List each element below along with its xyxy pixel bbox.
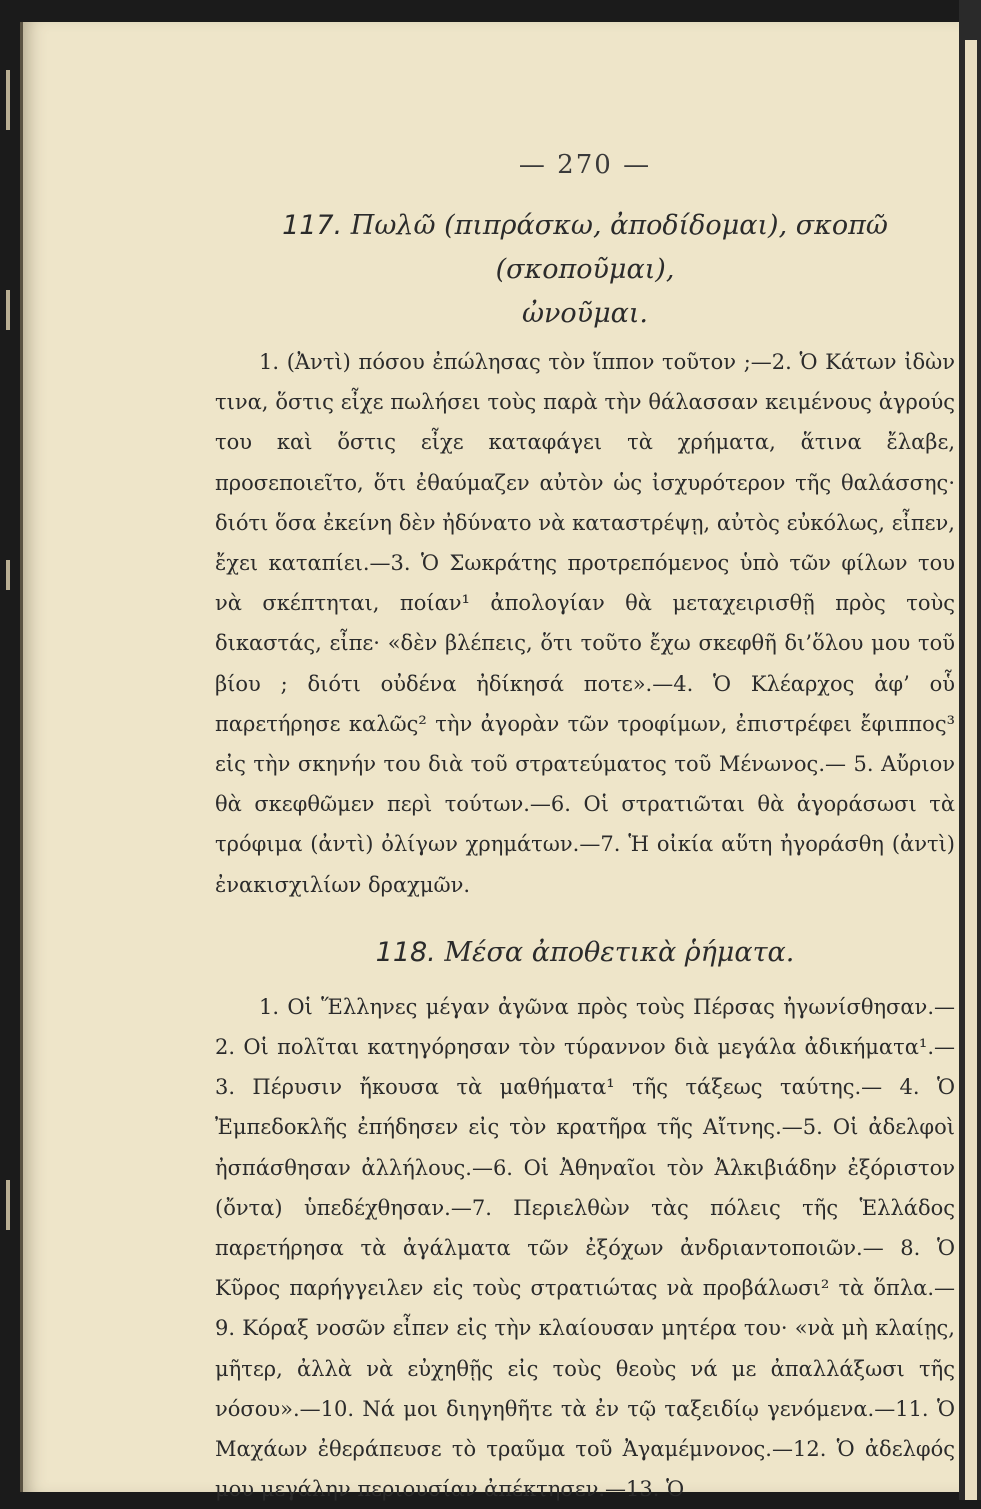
section-118-number: 118. (375, 936, 436, 968)
page-content (215, 150, 955, 1509)
page-edge-marks (0, 0, 20, 1500)
book-page (20, 22, 959, 1502)
section-117-text: 1. (Ἀντὶ) πόσου ἐπώλησας τὸν ἵππον τοῦτον ;—2. Ὁ Κάτων ἰδὼν τινα, ὅστις εἶχε πωλήσει τοὺς παρὰ τὴν θάλασσαν κειμένους ἀγρούς του καὶ ὅστις εἶχε καταφάγει τὰ χρήματα, ἅτινα ἔλαβε, προσεποιεῖτο, ὅτι ἐθαύμαζεν αὐτὸν ὡς ἰσχυρότερον τῆς θαλάσσης· διότι ὅσα ἐκείνη δὲν ἠδύνατο νὰ καταστρέψῃ, αὐτὸς εὐκόλως, εἶπεν, ἔχει καταπίει.—3. Ὁ Σωκράτης προτρεπόμενος ὑπὸ τῶν φίλων του νὰ σκέπτηται, ποίαν¹ ἀπολογίαν θὰ μεταχειρισθῇ πρὸς τοὺς δικαστάς, εἶπε· «δὲν βλέπεις, ὅτι τοῦτο ἔχω σκεφθῆ δι’ὅλου μου τοῦ βίου ; διότι οὐδένα ἠδίκησά ποτε».—4. Ὁ Κλέαρχος ἀφ’ οὗ παρετήρησε καλῶς² τὴν ἀγορὰν τῶν τροφίμων, ἐπιστρέφει ἔφιππος³ εἰς τὴν σκηνήν του διὰ τοῦ στρατεύματος τοῦ Μένωνος.— 5. Αὔριον θὰ σκεφθῶμεν περὶ τούτων.—6. Οἱ στρατιῶται θὰ ἀγοράσωσι τὰ τρόφιμα (ἀντὶ) ὀλίγων χρημάτων.—7. Ἡ οἰκία αὕτη ἠγοράσθη (ἀντὶ) ἐνακισχιλίων δραχμῶν. (215, 350, 955, 897)
section-118-title: Μέσα ἀποθετικὰ ῥήματα. (444, 936, 795, 968)
page-number: — 270 — (518, 150, 652, 180)
section-117-title-line2: ὠνοῦμαι. (521, 298, 649, 329)
section-117-heading (215, 204, 955, 336)
section-118-text: 1. Οἱ Ἕλληνες μέγαν ἀγῶνα πρὸς τοὺς Πέρσας ἠγωνίσθησαν.—2. Οἱ πολῖται κατηγόρησαν τὸν τύραννον διὰ μεγάλα ἀδικήματα¹.—3. Πέρυσιν ἤκουσα τὰ μαθήματα¹ τῆς τάξεως ταύτης.— 4. Ὁ Ἐμπεδοκλῆς ἐπήδησεν εἰς τὸν κρατῆρα τῆς Αἴτνης.—5. Οἱ ἀδελφοὶ ἠσπάσθησαν ἀλλήλους.—6. Οἱ Ἀθηναῖοι τὸν Ἀλκιβιάδην ἐξόριστον (ὄντα) ὑπεδέχθησαν.—7. Περιελθὼν τὰς πόλεις τῆς Ἑλλάδος παρετήρησα τὰ ἀγάλματα τῶν ἐξόχων ἀνδριαντοποιῶν.— 8. Ὁ Κῦρος παρήγγειλεν εἰς τοὺς στρατιώτας νὰ προβάλωσι² τὰ ὅπλα.—9. Κόραξ νοσῶν εἶπεν εἰς τὴν κλαίουσαν μητέρα του· «νὰ μὴ κλαίῃς, μῆτερ, ἀλλὰ νὰ εὐχηθῇς εἰς τοὺς θεοὺς νά με ἀπαλλάξωσι τῆς νόσου».—10. Νά μοι διηγηθῆτε τὰ ἐν τῷ ταξειδίῳ γενόμενα.—11. Ὁ Μαχάων ἐθεράπευσε τὸ τραῦμα τοῦ Ἀγαμέμνονος.—12. Ὁ ἀδελφός μου μεγάλην περιουσίαν ἀπέκτησεν.—13. Ὁ (215, 994, 955, 1502)
section-117-number: 117. (282, 210, 343, 241)
section-117-title-line1: Πωλῶ (πιπράσκω, ἀποδίδομαι), σκοπῶ (σκοποῦμαι), (350, 210, 888, 285)
section-118-heading (215, 931, 955, 975)
adjacent-page-edge (959, 0, 981, 1500)
